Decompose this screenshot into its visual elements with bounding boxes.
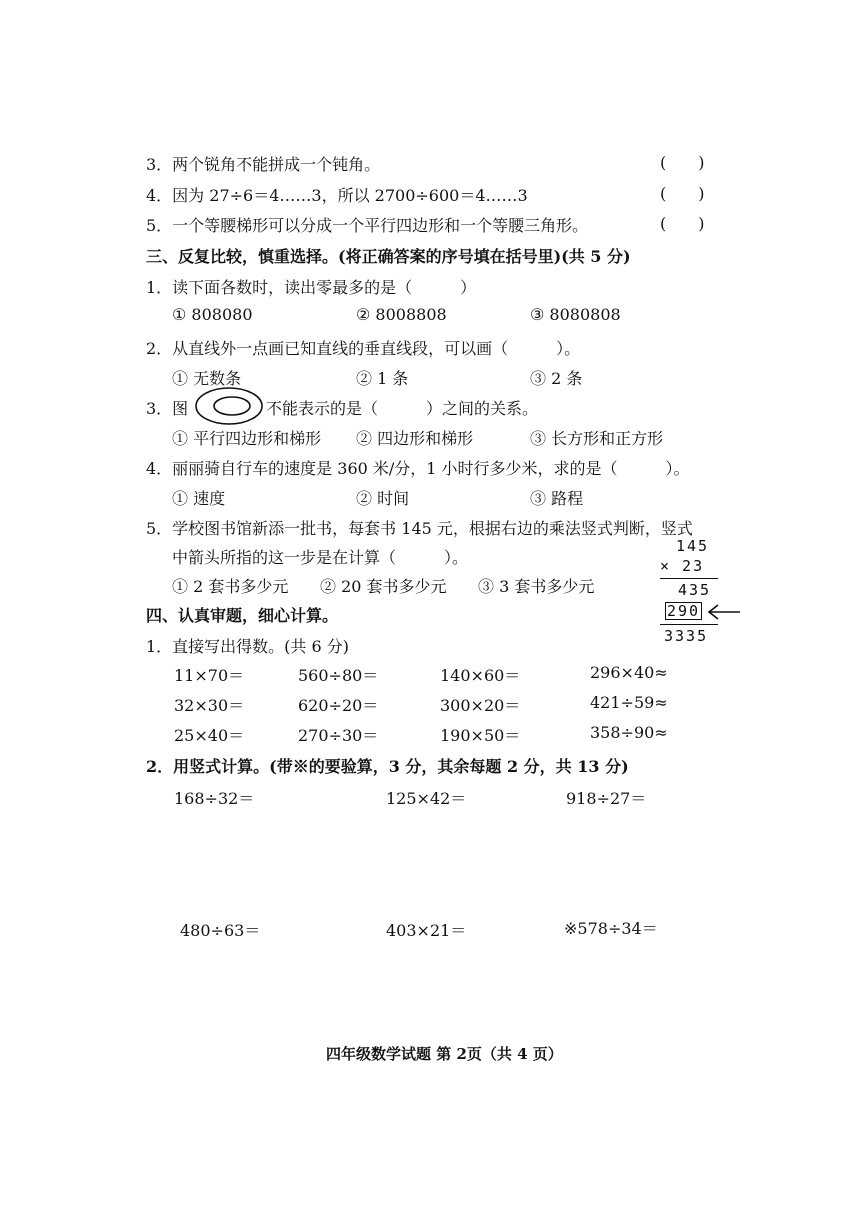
section-3-title: 三、反复比较，慎重选择。(将正确答案的序号填在括号里)(共 5 分) [146,247,631,266]
mental-calc-3-3[interactable]: 190×50＝ [440,726,521,745]
choice-q3-suffix: 不能表示的是（ ）之间的关系。 [266,399,539,418]
choice-q5-option-1[interactable]: ① 2 套书多少元 [172,577,289,596]
vertical-partial-1: 435 [678,581,712,599]
vertical-result: 3335 [664,627,709,645]
vertical-partial-2: 290 [667,602,701,620]
choice-q1: 1．读下面各数时，读出零最多的是（ ） [146,278,477,297]
mental-calc-3-2[interactable]: 270÷30＝ [298,726,379,745]
choice-q4-option-2[interactable]: ② 时间 [356,489,410,508]
calc-q2-title: 2．用竖式计算。(带※的要验算，3 分，其余每题 2 分，共 13 分) [146,757,629,776]
choice-q3-prefix: 3．图 [146,399,189,418]
choice-q1-option-2[interactable]: ② 8008808 [356,305,447,324]
mental-calc-2-3[interactable]: 300×20＝ [440,696,521,715]
page-footer: 四年级数学试题 第 2页（共 4 页） [326,1045,563,1063]
choice-q2-option-3[interactable]: ③ 2 条 [530,369,583,388]
choice-q3-option-2[interactable]: ② 四边形和梯形 [356,429,474,448]
choice-q5-line1: 5．学校图书馆新添一批书，每套书 145 元，根据右边的乘法竖式判断，竖式 [146,519,693,538]
vertical-calc-3[interactable]: 918÷27＝ [566,789,647,808]
ellipse-diagram [194,386,264,426]
vertical-rule-2 [660,624,718,625]
mental-calc-1-1[interactable]: 11×70＝ [174,666,245,685]
vertical-calc-4[interactable]: 480÷63＝ [180,921,261,940]
mental-calc-3-4[interactable]: 358÷90≈ [590,723,668,742]
choice-q4-option-3[interactable]: ③ 路程 [530,489,584,508]
judge-item-5: 5．一个等腰梯形可以分成一个平行四边形和一个等腰三角形。 [146,216,589,235]
choice-q1-option-1[interactable]: ① 808080 [172,305,253,324]
judge-paren-5[interactable]: ( ) [660,214,705,233]
choice-q3-option-3[interactable]: ③ 长方形和正方形 [530,429,664,448]
calc-q1-title: 1．直接写出得数。(共 6 分) [146,637,350,656]
section-4-title: 四、认真审题，细心计算。 [146,606,339,625]
choice-q4-option-1[interactable]: ① 速度 [172,489,226,508]
mental-calc-2-1[interactable]: 32×30＝ [174,696,245,715]
choice-q5-option-2[interactable]: ② 20 套书多少元 [320,577,447,596]
choice-q3-option-1[interactable]: ① 平行四边形和梯形 [172,429,322,448]
mental-calc-1-4[interactable]: 296×40≈ [590,663,668,682]
mental-calc-1-3[interactable]: 140×60＝ [440,666,521,685]
choice-q5-line2: 中箭头所指的这一步是在计算（ ）。 [172,548,469,567]
judge-paren-4[interactable]: ( ) [660,184,705,203]
judge-paren-3[interactable]: ( ) [660,153,705,172]
choice-q2-option-1[interactable]: ① 无数条 [172,369,242,388]
mental-calc-2-4[interactable]: 421÷59≈ [590,693,668,712]
vertical-calc-5[interactable]: 403×21＝ [386,921,467,940]
vertical-multiplier: × 23 [660,557,705,575]
choice-q2: 2．从直线外一点画已知直线的垂直线段，可以画（ ）。 [146,339,581,358]
mental-calc-3-1[interactable]: 25×40＝ [174,726,245,745]
vertical-calc-1[interactable]: 168÷32＝ [174,789,255,808]
judge-item-4: 4．因为 27÷6＝4……3，所以 2700÷600＝4……3 [146,186,528,205]
choice-q1-option-3[interactable]: ③ 8080808 [530,305,621,324]
choice-q2-option-2[interactable]: ② 1 条 [356,369,409,388]
choice-q5-option-3[interactable]: ③ 3 套书多少元 [478,577,595,596]
mental-calc-1-2[interactable]: 560÷80＝ [298,666,379,685]
vertical-calc-2[interactable]: 125×42＝ [386,789,467,808]
judge-item-3: 3．两个锐角不能拼成一个钝角。 [146,155,381,174]
vertical-rule-1 [660,578,718,579]
arrow-left-icon [706,602,742,622]
mental-calc-2-2[interactable]: 620÷20＝ [298,696,379,715]
choice-q4: 4．丽丽骑自行车的速度是 360 米/分，1 小时行多少米，求的是（ ）。 [146,459,690,478]
vertical-calc-6[interactable]: ※578÷34＝ [564,919,658,938]
vertical-top: 145 [676,537,710,555]
